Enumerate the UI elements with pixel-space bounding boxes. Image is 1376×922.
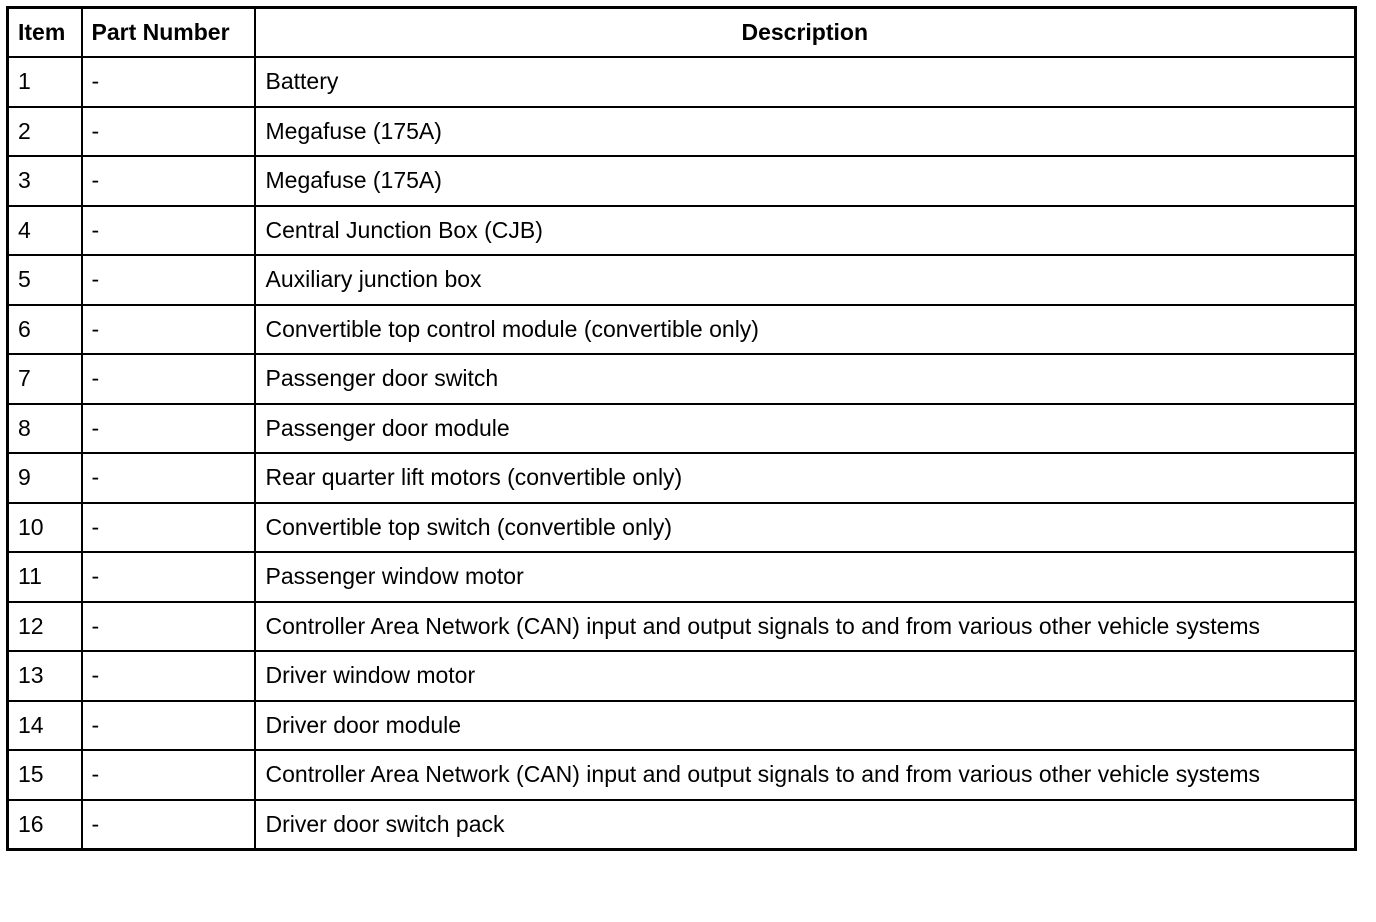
cell-description: Passenger door module — [255, 404, 1356, 454]
table-body — [8, 57, 1356, 849]
cell-item: 16 — [8, 800, 82, 850]
cell-item: 10 — [8, 503, 82, 553]
cell-part-number: - — [82, 57, 255, 107]
cell-part-number: - — [82, 602, 255, 652]
table-row — [8, 404, 1356, 454]
cell-part-number: - — [82, 701, 255, 751]
table-row — [8, 453, 1356, 503]
table-row — [8, 57, 1356, 107]
cell-description: Megafuse (175A) — [255, 156, 1356, 206]
cell-description: Convertible top control module (convertible only) — [255, 305, 1356, 355]
cell-description: Megafuse (175A) — [255, 107, 1356, 157]
table-row — [8, 552, 1356, 602]
cell-description: Driver door module — [255, 701, 1356, 751]
cell-part-number: - — [82, 750, 255, 800]
cell-description: Auxiliary junction box — [255, 255, 1356, 305]
cell-item: 6 — [8, 305, 82, 355]
cell-item: 13 — [8, 651, 82, 701]
table-row — [8, 255, 1356, 305]
table-header-row — [8, 8, 1356, 58]
table-row — [8, 651, 1356, 701]
cell-item: 7 — [8, 354, 82, 404]
table-row — [8, 800, 1356, 850]
cell-description: Passenger window motor — [255, 552, 1356, 602]
cell-item: 14 — [8, 701, 82, 751]
table-row — [8, 305, 1356, 355]
cell-description: Driver door switch pack — [255, 800, 1356, 850]
cell-description: Driver window motor — [255, 651, 1356, 701]
cell-item: 9 — [8, 453, 82, 503]
cell-part-number: - — [82, 800, 255, 850]
header-description: Description — [255, 8, 1356, 58]
cell-part-number: - — [82, 305, 255, 355]
cell-item: 5 — [8, 255, 82, 305]
table-row — [8, 503, 1356, 553]
cell-part-number: - — [82, 404, 255, 454]
cell-item: 4 — [8, 206, 82, 256]
table-row — [8, 107, 1356, 157]
table-row — [8, 701, 1356, 751]
cell-part-number: - — [82, 354, 255, 404]
cell-part-number: - — [82, 107, 255, 157]
cell-part-number: - — [82, 651, 255, 701]
table-row — [8, 156, 1356, 206]
cell-description: Rear quarter lift motors (convertible only) — [255, 453, 1356, 503]
table-row — [8, 206, 1356, 256]
cell-part-number: - — [82, 552, 255, 602]
cell-item: 3 — [8, 156, 82, 206]
cell-part-number: - — [82, 156, 255, 206]
cell-description: Battery — [255, 57, 1356, 107]
cell-description: Passenger door switch — [255, 354, 1356, 404]
cell-description: Controller Area Network (CAN) input and output signals to and from various other vehicle systems — [255, 750, 1356, 800]
cell-description: Central Junction Box (CJB) — [255, 206, 1356, 256]
header-item: Item — [8, 8, 82, 58]
cell-description: Convertible top switch (convertible only) — [255, 503, 1356, 553]
cell-item: 15 — [8, 750, 82, 800]
cell-part-number: - — [82, 503, 255, 553]
cell-item: 1 — [8, 57, 82, 107]
parts-table — [6, 6, 1357, 851]
table-row — [8, 602, 1356, 652]
cell-description: Controller Area Network (CAN) input and output signals to and from various other vehicle systems — [255, 602, 1356, 652]
table-row — [8, 750, 1356, 800]
cell-part-number: - — [82, 206, 255, 256]
cell-part-number: - — [82, 255, 255, 305]
table-row — [8, 354, 1356, 404]
header-part-number: Part Number — [82, 8, 255, 58]
cell-item: 8 — [8, 404, 82, 454]
cell-item: 11 — [8, 552, 82, 602]
cell-part-number: - — [82, 453, 255, 503]
cell-item: 2 — [8, 107, 82, 157]
cell-item: 12 — [8, 602, 82, 652]
